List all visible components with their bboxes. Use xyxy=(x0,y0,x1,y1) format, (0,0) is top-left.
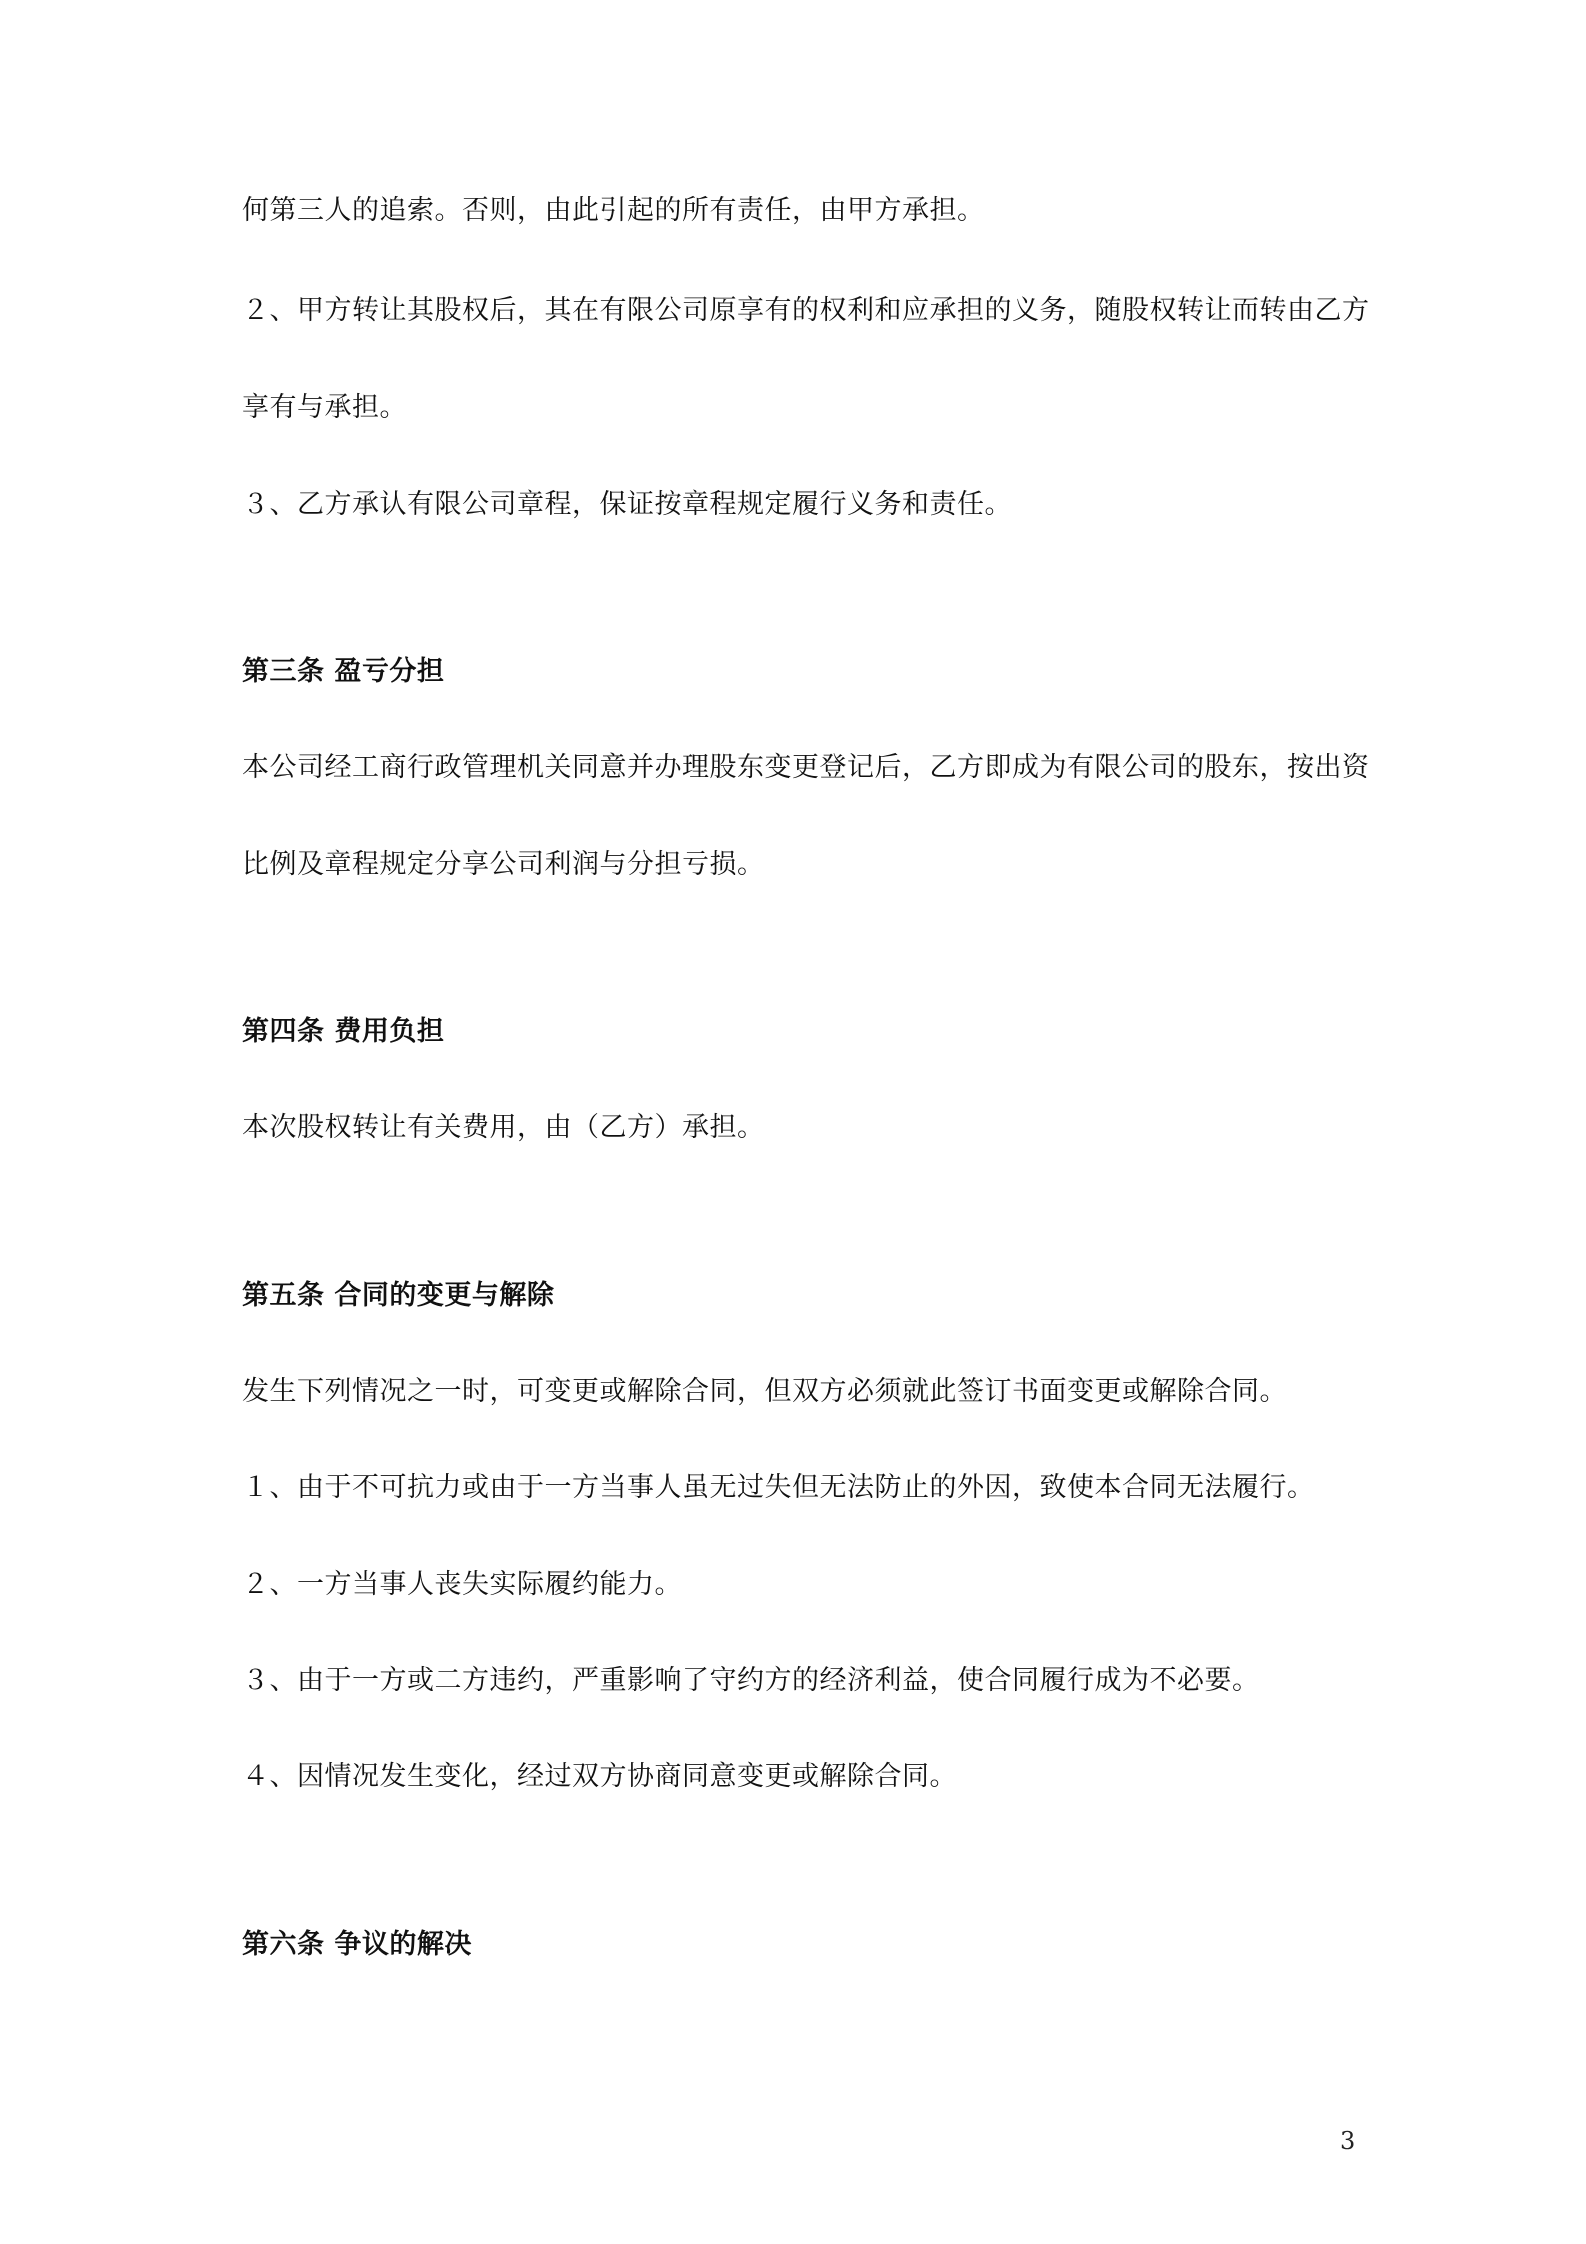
section-heading-article-6: 第六条 争议的解决 xyxy=(242,1929,472,1960)
list-item-1: １、由于不可抗力或由于一方当事人虽无过失但无法防止的外因，致使本合同无法履行。 xyxy=(242,1472,1315,1503)
list-item-4: ４、因情况发生变化，经过双方协商同意变更或解除合同。 xyxy=(242,1761,957,1792)
section-heading-article-3: 第三条 盈亏分担 xyxy=(242,656,445,687)
list-item-2: ２、甲方转让其股权后，其在有限公司原享有的权利和应承担的义务，随股权转让而转由乙方 xyxy=(242,295,1370,326)
section-heading-article-5: 第五条 合同的变更与解除 xyxy=(242,1280,555,1311)
list-item-3: ３、乙方承认有限公司章程，保证按章程规定履行义务和责任。 xyxy=(242,489,1012,520)
list-item-3: ３、由于一方或二方违约，严重影响了守约方的经济利益，使合同履行成为不必要。 xyxy=(242,1665,1260,1696)
paragraph-line: 发生下列情况之一时，可变更或解除合同，但双方必须就此签订书面变更或解除合同。 xyxy=(242,1376,1287,1407)
page-number: 3 xyxy=(1340,2127,1356,2155)
list-item-2: ２、一方当事人丧失实际履约能力。 xyxy=(242,1569,682,1600)
paragraph-line: 享有与承担。 xyxy=(242,392,407,423)
section-heading-article-4: 第四条 费用负担 xyxy=(242,1016,445,1047)
paragraph-line: 本公司经工商行政管理机关同意并办理股东变更登记后，乙方即成为有限公司的股东，按出资 xyxy=(242,752,1370,783)
paragraph-line: 本次股权转让有关费用，由（乙方）承担。 xyxy=(242,1112,765,1143)
paragraph-line: 何第三人的追索。否则，由此引起的所有责任，由甲方承担。 xyxy=(242,195,985,226)
paragraph-line: 比例及章程规定分享公司利润与分担亏损。 xyxy=(242,849,765,880)
